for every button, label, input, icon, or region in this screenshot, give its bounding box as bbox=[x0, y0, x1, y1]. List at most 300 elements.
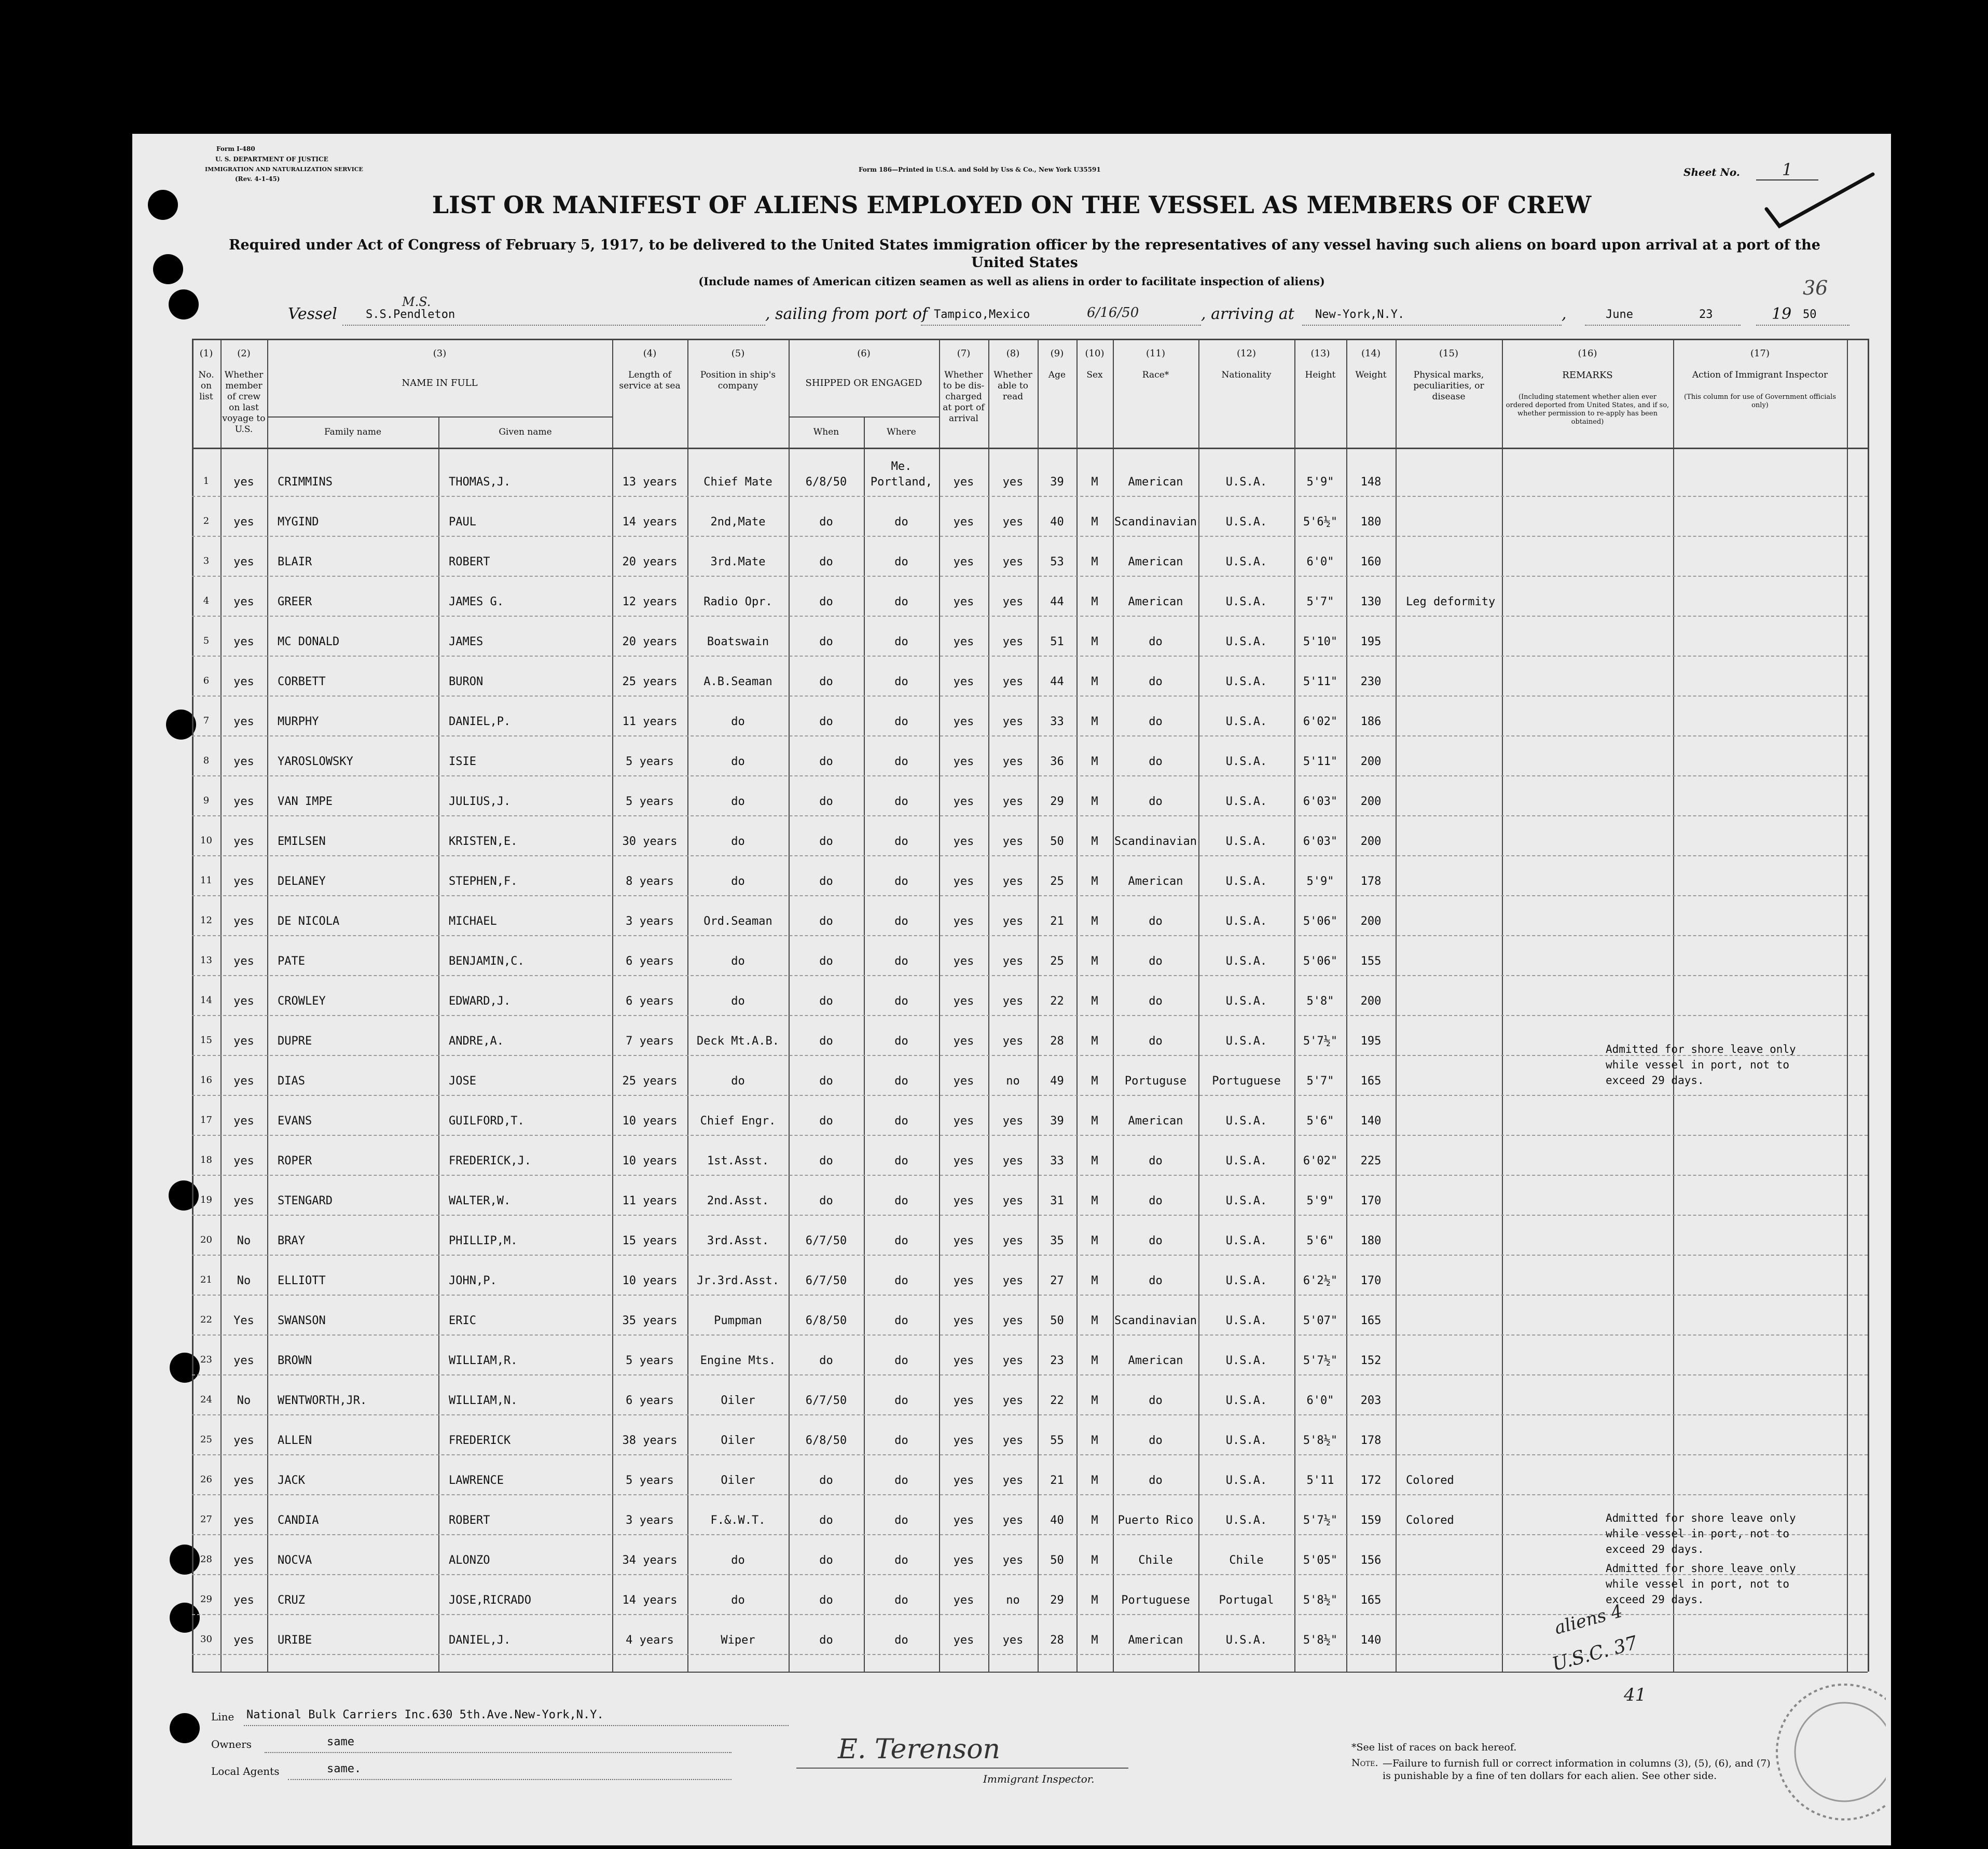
cell-when: do bbox=[819, 555, 833, 568]
cell-given: EDWARD,J. bbox=[449, 995, 511, 1008]
cell-service: 30 years bbox=[622, 835, 678, 848]
cell-no: 12 bbox=[200, 915, 212, 926]
cell-height: 6'02" bbox=[1303, 1155, 1338, 1167]
cell-discharged: yes bbox=[953, 1314, 974, 1327]
column-header: Age bbox=[1048, 370, 1066, 380]
cell-read: yes bbox=[1002, 675, 1024, 688]
cell-position: Oiler bbox=[721, 1434, 755, 1447]
cell-service: 14 years bbox=[622, 516, 678, 529]
department: U. S. DEPARTMENT OF JUSTICE bbox=[215, 156, 328, 163]
cell-no: 8 bbox=[203, 755, 210, 766]
column-number: (13) bbox=[1310, 348, 1330, 359]
cell-age: 23 bbox=[1050, 1354, 1064, 1367]
cell-nationality: U.S.A. bbox=[1225, 995, 1267, 1008]
cell-age: 27 bbox=[1050, 1274, 1064, 1287]
cell-discharged: yes bbox=[953, 875, 974, 888]
cell-where: do bbox=[894, 1434, 908, 1447]
cell-nationality: Chile bbox=[1229, 1554, 1264, 1567]
cell-prev: No bbox=[237, 1274, 251, 1287]
cell-when: 6/8/50 bbox=[805, 1314, 847, 1327]
cell-when: do bbox=[819, 875, 833, 888]
cell-read: yes bbox=[1002, 555, 1024, 568]
cell-when: do bbox=[819, 1514, 833, 1527]
table-row bbox=[192, 977, 1868, 1017]
cell-family: DE NICOLA bbox=[278, 915, 340, 928]
column-number: (15) bbox=[1439, 348, 1458, 359]
cell-height: 5'8" bbox=[1306, 995, 1334, 1008]
cell-sex: M bbox=[1091, 1075, 1098, 1088]
cell-family: ELLIOTT bbox=[278, 1274, 326, 1287]
cell-position: Oiler bbox=[721, 1394, 755, 1407]
column-header: REMARKS bbox=[1562, 370, 1613, 381]
cell-age: 53 bbox=[1050, 555, 1064, 568]
cell-height: 5'7½" bbox=[1303, 1514, 1338, 1527]
cell-where: do bbox=[894, 955, 908, 968]
cell-weight: 160 bbox=[1360, 555, 1382, 568]
cell-weight: 148 bbox=[1360, 476, 1382, 489]
cell-nationality: U.S.A. bbox=[1225, 915, 1267, 928]
cell-read: yes bbox=[1002, 635, 1024, 648]
cell-weight: 165 bbox=[1360, 1314, 1382, 1327]
cell-service: 4 years bbox=[626, 1634, 674, 1647]
cell-given: PHILLIP,M. bbox=[449, 1234, 518, 1247]
cell-given: JULIUS,J. bbox=[449, 795, 511, 808]
cell-race: Puerto Rico bbox=[1117, 1514, 1194, 1527]
cell-height: 5'07" bbox=[1303, 1314, 1338, 1327]
cell-race: do bbox=[1149, 955, 1163, 968]
cell-where: do bbox=[894, 1115, 908, 1128]
cell-position: 3rd.Mate bbox=[710, 555, 766, 568]
cell-nationality: U.S.A. bbox=[1225, 955, 1267, 968]
cell-height: 5'11" bbox=[1303, 675, 1338, 688]
note-text: —Failure to furnish full or correct information in columns (3), (5), (6), and (7) is punishable by a fine of ten dollars for each alien. See other side. bbox=[1383, 1758, 1771, 1782]
cell-discharged: yes bbox=[953, 995, 974, 1008]
cell-when: 6/8/50 bbox=[805, 1434, 847, 1447]
cell-family: MYGIND bbox=[278, 516, 319, 529]
cell-no: 23 bbox=[200, 1354, 212, 1365]
column-subheader: (This column for use of Government officials only) bbox=[1684, 393, 1836, 409]
cell-age: 28 bbox=[1050, 1035, 1064, 1048]
column-number: (11) bbox=[1146, 348, 1165, 359]
cell-service: 14 years bbox=[622, 1594, 678, 1607]
cell-prev: yes bbox=[233, 955, 254, 968]
cell-prev: yes bbox=[233, 1474, 254, 1487]
cell-family: MC DONALD bbox=[278, 635, 340, 648]
arriving-label: , arriving at bbox=[1201, 305, 1294, 323]
cell-position: do bbox=[731, 995, 745, 1008]
cell-race: Scandinavian bbox=[1114, 516, 1197, 529]
cell-given: FREDERICK bbox=[449, 1434, 511, 1447]
cell-height: 5'8½" bbox=[1303, 1594, 1338, 1607]
sailing-value: Tampico,Mexico bbox=[934, 308, 1030, 321]
cell-race: do bbox=[1149, 1035, 1163, 1048]
cell-when: do bbox=[819, 995, 833, 1008]
cell-family: DIAS bbox=[278, 1075, 305, 1088]
cell-family: EVANS bbox=[278, 1115, 312, 1128]
cell-nationality: U.S.A. bbox=[1225, 516, 1267, 529]
cell-prev: yes bbox=[233, 635, 254, 648]
cell-family: STENGARD bbox=[278, 1194, 333, 1207]
races-note: *See list of races on back hereof. bbox=[1351, 1742, 1517, 1753]
cell-position: Boatswain bbox=[707, 635, 769, 648]
column-number: (4) bbox=[643, 348, 657, 359]
cell-position: Engine Mts. bbox=[700, 1354, 776, 1367]
cell-service: 3 years bbox=[626, 915, 674, 928]
cell-sex: M bbox=[1091, 1514, 1098, 1527]
cell-given: JOSE bbox=[449, 1075, 476, 1088]
cell-age: 40 bbox=[1050, 516, 1064, 529]
cell-race: Portuguese bbox=[1121, 1594, 1190, 1607]
cell-nationality: U.S.A. bbox=[1225, 1434, 1267, 1447]
cell-service: 38 years bbox=[622, 1434, 678, 1447]
cell-height: 6'0" bbox=[1306, 1394, 1334, 1407]
cell-weight: 178 bbox=[1360, 1434, 1382, 1447]
cell-read: yes bbox=[1002, 1234, 1024, 1247]
cell-weight: 195 bbox=[1360, 635, 1382, 648]
cell-discharged: yes bbox=[953, 835, 974, 848]
cell-read: yes bbox=[1002, 835, 1024, 848]
cell-given: MICHAEL bbox=[449, 915, 497, 928]
cell-height: 5'05" bbox=[1303, 1554, 1338, 1567]
cell-age: 22 bbox=[1050, 1394, 1064, 1407]
cell-discharged: yes bbox=[953, 1155, 974, 1167]
cell-nationality: U.S.A. bbox=[1225, 1634, 1267, 1647]
cell-prev: yes bbox=[233, 1035, 254, 1048]
cell-discharged: yes bbox=[953, 1514, 974, 1527]
cell-where: do bbox=[894, 1474, 908, 1487]
cell-service: 6 years bbox=[626, 995, 674, 1008]
cell-age: 51 bbox=[1050, 635, 1064, 648]
cell-when: 6/7/50 bbox=[805, 1394, 847, 1407]
cell-height: 5'6½" bbox=[1303, 516, 1338, 529]
cell-prev: yes bbox=[233, 835, 254, 848]
cell-age: 22 bbox=[1050, 995, 1064, 1008]
cell-sex: M bbox=[1091, 835, 1098, 848]
cell-service: 10 years bbox=[622, 1155, 678, 1167]
cell-nationality: U.S.A. bbox=[1225, 476, 1267, 489]
cell-read: yes bbox=[1002, 1474, 1024, 1487]
cell-when: do bbox=[819, 1194, 833, 1207]
year-prefix: 19 bbox=[1772, 305, 1792, 323]
cell-when: do bbox=[819, 915, 833, 928]
cell-read: yes bbox=[1002, 1394, 1024, 1407]
cell-discharged: yes bbox=[953, 955, 974, 968]
cell-no: 10 bbox=[200, 835, 212, 846]
cell-sex: M bbox=[1091, 1155, 1098, 1167]
table-row bbox=[192, 777, 1868, 817]
cell-weight: 200 bbox=[1360, 835, 1382, 848]
cell-service: 13 years bbox=[622, 476, 678, 489]
column-number: (10) bbox=[1085, 348, 1105, 359]
cell-nationality: U.S.A. bbox=[1225, 1514, 1267, 1527]
cell-age: 21 bbox=[1050, 915, 1064, 928]
cell-nationality: U.S.A. bbox=[1225, 555, 1267, 568]
table-row bbox=[192, 1337, 1868, 1377]
column-header: Position in ship's company bbox=[700, 370, 776, 391]
cell-no: 25 bbox=[200, 1434, 212, 1445]
cell-weight: 203 bbox=[1360, 1394, 1382, 1407]
cell-given: JAMES bbox=[449, 635, 484, 648]
cell-height: 5'6" bbox=[1306, 1115, 1334, 1128]
cell-family: SWANSON bbox=[278, 1314, 326, 1327]
cell-nationality: Portuguese bbox=[1212, 1075, 1281, 1088]
cell-when: 6/8/50 bbox=[805, 476, 847, 489]
cell-service: 25 years bbox=[622, 1075, 678, 1088]
cell-where: do bbox=[894, 995, 908, 1008]
cell-position: do bbox=[731, 1075, 745, 1088]
cell-race: do bbox=[1149, 635, 1163, 648]
cell-where: do bbox=[894, 875, 908, 888]
cell-where: do bbox=[894, 1194, 908, 1207]
cell-prev: yes bbox=[233, 915, 254, 928]
cell-when: do bbox=[819, 1354, 833, 1367]
cell-read: yes bbox=[1002, 915, 1024, 928]
cell-race: do bbox=[1149, 1394, 1163, 1407]
remark-shore-leave: Admitted for shore leave only while vessel in port, not to exceed 29 days. bbox=[1606, 1043, 1796, 1087]
cell-race: do bbox=[1149, 1474, 1163, 1487]
cell-weight: 140 bbox=[1360, 1115, 1382, 1128]
cell-given: WILLIAM,R. bbox=[449, 1354, 518, 1367]
cell-service: 20 years bbox=[622, 555, 678, 568]
cell-given: DANIEL,J. bbox=[449, 1634, 511, 1647]
cell-no: 21 bbox=[200, 1274, 212, 1285]
cell-discharged: yes bbox=[953, 1434, 974, 1447]
cell-family: ROPER bbox=[278, 1155, 312, 1167]
cell-nationality: U.S.A. bbox=[1225, 595, 1267, 608]
cell-nationality: U.S.A. bbox=[1225, 1115, 1267, 1128]
cell-read: yes bbox=[1002, 595, 1024, 608]
cell-age: 44 bbox=[1050, 595, 1064, 608]
cell-nationality: U.S.A. bbox=[1225, 1035, 1267, 1048]
table-row bbox=[192, 578, 1868, 618]
cell-no: 3 bbox=[203, 555, 210, 566]
cell-no: 17 bbox=[200, 1115, 212, 1125]
cell-where: do bbox=[894, 1594, 908, 1607]
cell-prev: yes bbox=[233, 516, 254, 529]
cell-given: DANIEL,P. bbox=[449, 715, 511, 728]
cell-sex: M bbox=[1091, 1594, 1098, 1607]
printer-line: Form 186—Printed in U.S.A. and Sold by Uss & Co., New York U35591 bbox=[859, 166, 1101, 173]
column-header: Sex bbox=[1086, 370, 1103, 380]
cell-read: yes bbox=[1002, 755, 1024, 768]
sailing-label: , sailing from port of bbox=[765, 305, 928, 323]
cell-read: yes bbox=[1002, 1035, 1024, 1048]
cell-discharged: yes bbox=[953, 516, 974, 529]
table-row bbox=[192, 1416, 1868, 1456]
cell-service: 20 years bbox=[622, 635, 678, 648]
cell-where: do bbox=[894, 1354, 908, 1367]
crew-table bbox=[192, 339, 1868, 1672]
cell-when: do bbox=[819, 1474, 833, 1487]
cell-family: CRUZ bbox=[278, 1594, 305, 1607]
cell-height: 5'11 bbox=[1306, 1474, 1334, 1487]
cell-weight: 165 bbox=[1360, 1075, 1382, 1088]
cell-sex: M bbox=[1091, 795, 1098, 808]
table-row bbox=[192, 498, 1868, 538]
cell-height: 6'02" bbox=[1303, 715, 1338, 728]
cell-weight: 200 bbox=[1360, 795, 1382, 808]
service: IMMIGRATION AND NATURALIZATION SERVICE bbox=[205, 166, 363, 173]
cell-race: American bbox=[1128, 1354, 1183, 1367]
cell-age: 49 bbox=[1050, 1075, 1064, 1088]
cell-no: 24 bbox=[200, 1394, 212, 1405]
cell-race: do bbox=[1149, 995, 1163, 1008]
cell-nationality: U.S.A. bbox=[1225, 1314, 1267, 1327]
cell-height: 5'9" bbox=[1306, 1194, 1334, 1207]
cell-sex: M bbox=[1091, 1634, 1098, 1647]
cell-sex: M bbox=[1091, 1554, 1098, 1567]
table-row bbox=[192, 817, 1868, 857]
cell-service: 6 years bbox=[626, 1394, 674, 1407]
arrival-month: June bbox=[1606, 308, 1633, 321]
cell-height: 5'06" bbox=[1303, 955, 1338, 968]
remark-shore-leave: Admitted for shore leave only while vessel in port, not to exceed 29 days. bbox=[1606, 1562, 1796, 1606]
cell-given: ERIC bbox=[449, 1314, 476, 1327]
cell-read: yes bbox=[1002, 1634, 1024, 1647]
cell-prev: yes bbox=[233, 875, 254, 888]
cell-nationality: U.S.A. bbox=[1225, 1194, 1267, 1207]
cell-nationality: U.S.A. bbox=[1225, 675, 1267, 688]
sailing-date: 6/16/50 bbox=[1087, 305, 1139, 321]
cell-prev: yes bbox=[233, 476, 254, 489]
cell-no: 13 bbox=[200, 955, 212, 966]
cell-marks: Leg deformity bbox=[1406, 595, 1496, 608]
cell-height: 5'6" bbox=[1306, 1234, 1334, 1247]
table-row bbox=[192, 1217, 1868, 1257]
cell-race: do bbox=[1149, 915, 1163, 928]
table-row bbox=[192, 937, 1868, 977]
cell-given: THOMAS,J. bbox=[449, 476, 511, 489]
cell-prev: No bbox=[237, 1394, 251, 1407]
cell-discharged: yes bbox=[953, 1594, 974, 1607]
cell-family: BROWN bbox=[278, 1354, 312, 1367]
cell-position: A.B.Seaman bbox=[703, 675, 772, 688]
form-number: Form I-480 bbox=[216, 145, 255, 152]
cell-position: do bbox=[731, 1594, 745, 1607]
column-number: (8) bbox=[1006, 348, 1020, 359]
cell-prev: yes bbox=[233, 795, 254, 808]
cell-where: do bbox=[894, 675, 908, 688]
cell-age: 50 bbox=[1050, 1314, 1064, 1327]
cell-where: do bbox=[894, 835, 908, 848]
cell-race: do bbox=[1149, 795, 1163, 808]
arrival-year: 50 bbox=[1803, 308, 1817, 321]
cell-race: American bbox=[1128, 555, 1183, 568]
cell-sex: M bbox=[1091, 516, 1098, 529]
table-row bbox=[192, 738, 1868, 777]
cell-age: 21 bbox=[1050, 1474, 1064, 1487]
cell-nationality: U.S.A. bbox=[1225, 1234, 1267, 1247]
cell-when: do bbox=[819, 675, 833, 688]
cell-weight: 178 bbox=[1360, 875, 1382, 888]
cell-family: YAROSLOWSKY bbox=[278, 755, 353, 768]
cell-given: WILLIAM,N. bbox=[449, 1394, 518, 1407]
cell-read: yes bbox=[1002, 1354, 1024, 1367]
cell-read: yes bbox=[1002, 1115, 1024, 1128]
column-subheader: (Including statement whether alien ever ordered deported from United States, and if so, whether permission to re-apply has been obtained) bbox=[1506, 393, 1669, 426]
cell-prev: yes bbox=[233, 1194, 254, 1207]
cell-where: do bbox=[894, 1514, 908, 1527]
cell-family: GREER bbox=[278, 595, 312, 608]
cell-service: 11 years bbox=[622, 715, 678, 728]
cell-weight: 140 bbox=[1360, 1634, 1382, 1647]
cell-when: do bbox=[819, 835, 833, 848]
cell-when: 6/7/50 bbox=[805, 1274, 847, 1287]
remark-shore-leave: Admitted for shore leave only while vessel in port, not to exceed 29 days. bbox=[1606, 1512, 1796, 1555]
cell-nationality: U.S.A. bbox=[1225, 1274, 1267, 1287]
cell-family: JACK bbox=[278, 1474, 305, 1487]
cell-no: 16 bbox=[200, 1075, 212, 1086]
cell-service: 15 years bbox=[622, 1234, 678, 1247]
cell-marks: Colored bbox=[1406, 1514, 1454, 1527]
cell-age: 33 bbox=[1050, 715, 1064, 728]
cell-position: Ord.Seaman bbox=[703, 915, 772, 928]
tally-aliens: aliens 4 bbox=[1552, 1601, 1625, 1639]
cell-weight: 200 bbox=[1360, 755, 1382, 768]
cell-nationality: U.S.A. bbox=[1225, 875, 1267, 888]
cell-discharged: yes bbox=[953, 795, 974, 808]
revision: (Rev. 4-1-45) bbox=[235, 175, 280, 183]
page-subtitle: Required under Act of Congress of February 5, 1917, to be delivered to the United States immigration officer by the representatives of any vessel having such aliens on board upon arrival at a port of the United States bbox=[229, 237, 1820, 271]
cell-given: PAUL bbox=[449, 516, 476, 529]
cell-service: 25 years bbox=[622, 675, 678, 688]
cell-prev: yes bbox=[233, 1434, 254, 1447]
cell-sex: M bbox=[1091, 1115, 1098, 1128]
table-row bbox=[192, 897, 1868, 937]
cell-prev: yes bbox=[233, 1634, 254, 1647]
cell-age: 33 bbox=[1050, 1155, 1064, 1167]
cell-prev: yes bbox=[233, 995, 254, 1008]
cell-read: yes bbox=[1002, 1274, 1024, 1287]
cell-weight: 170 bbox=[1360, 1274, 1382, 1287]
cell-sex: M bbox=[1091, 635, 1098, 648]
cell-discharged: yes bbox=[953, 476, 974, 489]
cell-service: 5 years bbox=[626, 1474, 674, 1487]
column-number: (3) bbox=[433, 348, 447, 359]
cell-when: do bbox=[819, 635, 833, 648]
cell-read: yes bbox=[1002, 955, 1024, 968]
cell-prev: yes bbox=[233, 1075, 254, 1088]
cell-service: 8 years bbox=[626, 875, 674, 888]
cell-discharged: yes bbox=[953, 1394, 974, 1407]
cell-position: do bbox=[731, 715, 745, 728]
cell-age: 44 bbox=[1050, 675, 1064, 688]
cell-when: do bbox=[819, 1035, 833, 1048]
cell-nationality: U.S.A. bbox=[1225, 1394, 1267, 1407]
cell-discharged: yes bbox=[953, 675, 974, 688]
cell-sex: M bbox=[1091, 915, 1098, 928]
cell-prev: No bbox=[237, 1234, 251, 1247]
page-mark: 36 bbox=[1803, 276, 1828, 299]
table-row bbox=[192, 1377, 1868, 1416]
cell-weight: 180 bbox=[1360, 1234, 1382, 1247]
column-number: (2) bbox=[237, 348, 251, 359]
cell-family: BLAIR bbox=[278, 555, 312, 568]
cell-prev: yes bbox=[233, 715, 254, 728]
cell-race: do bbox=[1149, 1274, 1163, 1287]
table-row bbox=[192, 538, 1868, 578]
cell-height: 5'9" bbox=[1306, 476, 1334, 489]
cell-no: 6 bbox=[203, 675, 210, 686]
cell-prev: yes bbox=[233, 1115, 254, 1128]
cell-sex: M bbox=[1091, 476, 1098, 489]
cell-prev: Yes bbox=[233, 1314, 254, 1327]
cell-where: do bbox=[894, 635, 908, 648]
cell-where: do bbox=[894, 1035, 908, 1048]
cell-read: yes bbox=[1002, 516, 1024, 529]
cell-discharged: yes bbox=[953, 1354, 974, 1367]
cell-race: do bbox=[1149, 1155, 1163, 1167]
